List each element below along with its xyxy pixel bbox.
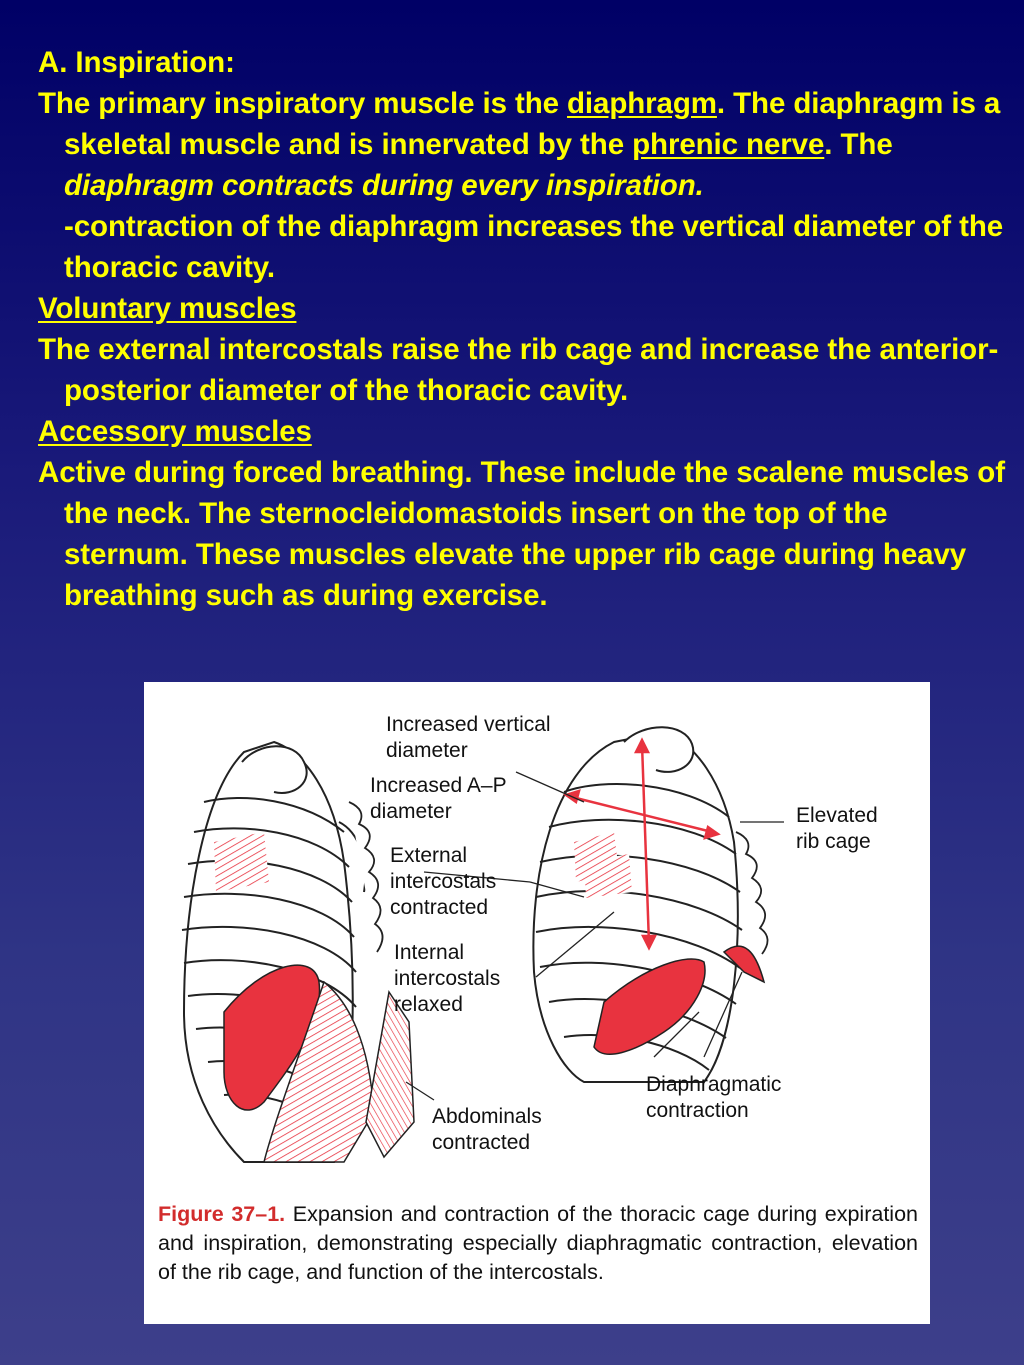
voluntary-muscles-heading: Voluntary muscles	[38, 292, 297, 325]
accessory-muscles-heading: Accessory muscles	[38, 415, 312, 448]
diaphragm-term: diaphragm	[567, 87, 717, 120]
figure-caption-text: Expansion and contraction of the thoracic cage during expiration and inspiration, demonstrating especially diaphragmatic contraction, elevation of the rib cage, and function of the intercostals.	[158, 1202, 918, 1284]
internal-intercostals-label: Internal intercostals relaxed	[394, 941, 501, 1016]
inspiration-heading: A. Inspiration:	[38, 46, 235, 79]
phrenic-nerve-term: phrenic nerve	[632, 128, 825, 161]
abdominals-label: Abdominals contracted	[432, 1105, 542, 1154]
p1-italic: diaphragm contracts during every inspiration.	[64, 169, 704, 202]
p1-text-3: . The	[824, 128, 893, 161]
diaphragmatic-contraction-label: Diaphragmatic contraction	[646, 1073, 782, 1122]
figure-number: Figure 37–1.	[158, 1202, 286, 1226]
p1-text-2: . The diaphragm is a skeletal muscle and is innervated by the	[64, 87, 1001, 161]
elevated-rib-cage-label: Elevated rib cage	[796, 804, 878, 853]
contraction-paragraph: -contraction of the diaphragm increases the vertical diameter of the thoracic cavity.	[64, 210, 1004, 284]
figure-caption	[158, 1200, 918, 1287]
increased-vertical-label: Increased vertical diameter	[386, 713, 551, 762]
increased-ap-label: Increased A–P diameter	[370, 774, 507, 823]
diaphragm-paragraph	[38, 83, 1018, 206]
accessory-paragraph: Active during forced breathing. These include the scalene muscles of the neck. The sternocleidomastoids insert on the top of the sternum. These muscles elevate the upper rib cage during heavy breathing such as during exercise.	[38, 456, 1005, 612]
thoracic-cage-figure	[144, 682, 930, 1324]
external-intercostals-label: External intercostals contracted	[390, 844, 497, 919]
slide-text	[38, 42, 1018, 616]
p1-text-1: The primary inspiratory muscle is the	[38, 87, 568, 120]
external-intercostals-paragraph: The external intercostals raise the rib cage and increase the anterior-posterior diameter of the thoracic cavity.	[38, 333, 999, 407]
